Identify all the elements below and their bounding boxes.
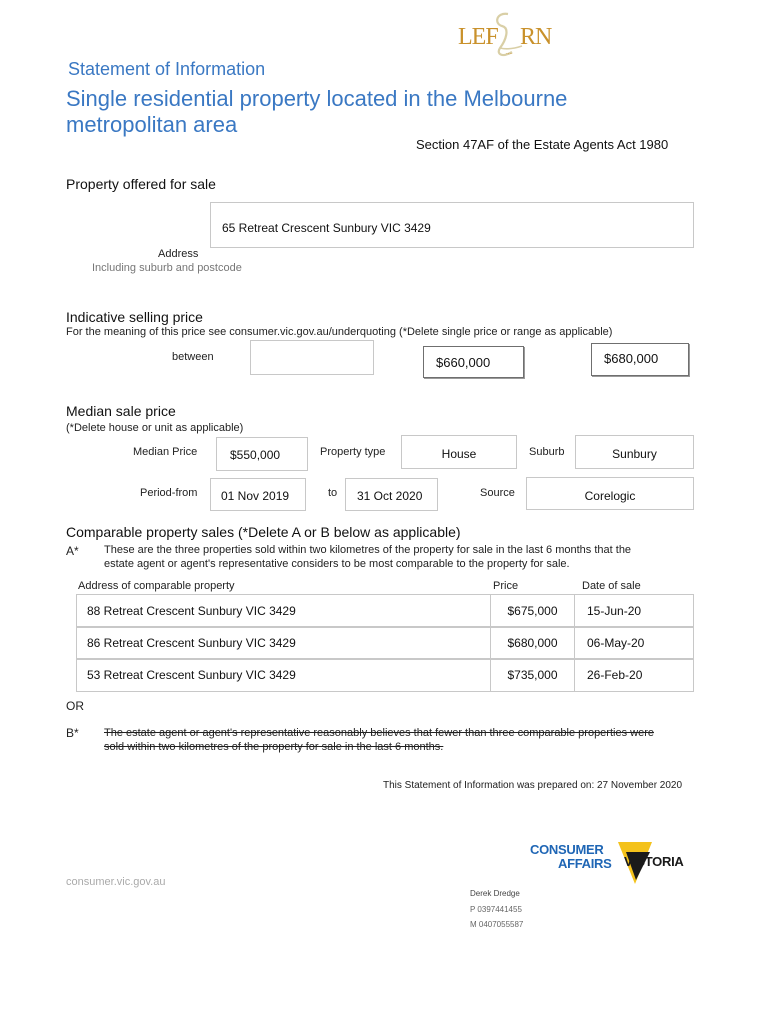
address-sublabel: Including suburb and postcode — [92, 262, 242, 274]
suburb-label: Suburb — [529, 446, 565, 458]
suburb-value: Sunbury — [612, 447, 657, 461]
comparable-address: 88 Retreat Crescent Sunbury VIC 3429 — [87, 604, 296, 618]
indicative-note: For the meaning of this price see consumer.vic.gov.au/underquoting (*Delete single price or range as applicable) — [66, 326, 613, 338]
period-to-value: 31 Oct 2020 — [357, 489, 423, 503]
statement-title: Statement of Information — [68, 59, 266, 79]
comparable-price: $680,000 — [507, 636, 558, 650]
company-logo — [456, 10, 556, 60]
source-value: Corelogic — [584, 489, 636, 503]
option-b-text-line2: sold within two kilometres of the property for sale in the last 6 months. — [104, 741, 444, 753]
option-a-marker: A* — [66, 544, 79, 558]
comparable-heading: Comparable property sales (*Delete A or B below as applicable) — [66, 524, 461, 540]
logo-small-text: .... — [506, 50, 513, 56]
consumer-affairs-victoria-logo — [530, 840, 696, 886]
footer-website: consumer.vic.gov.au — [66, 876, 166, 888]
median-price-field[interactable] — [216, 437, 308, 471]
comparable-price: $735,000 — [507, 668, 558, 682]
to-label: to — [328, 487, 338, 499]
agent-name: Derek Dredge — [470, 889, 520, 898]
median-price-label: Median Price — [133, 446, 198, 458]
price-high-field[interactable] — [591, 343, 689, 376]
comparable-date: 15-Jun-20 — [587, 604, 642, 618]
period-from-value: 01 Nov 2019 — [221, 489, 290, 503]
suburb-field[interactable] — [575, 435, 694, 469]
agent-phone: P 0397441455 — [470, 905, 522, 914]
act-reference: Section 47AF of the Estate Agents Act 1980 — [416, 137, 669, 152]
address-label: Address — [158, 248, 199, 260]
agent-mobile: M 0407055587 — [470, 920, 524, 929]
option-b-text-line1: The estate agent or agent's representative reasonably believes that fewer than three comparable properties were — [104, 727, 654, 739]
median-heading: Median sale price — [66, 403, 176, 419]
price-low-field[interactable] — [423, 346, 524, 378]
period-from-label: Period-from — [140, 487, 198, 499]
column-header-address: Address of comparable property — [78, 580, 235, 592]
price-low-value: $660,000 — [436, 355, 491, 370]
logo-text-right: RN — [520, 24, 552, 50]
comparable-date: 26-Feb-20 — [587, 668, 643, 682]
price-high-value: $680,000 — [604, 351, 659, 366]
indicative-heading: Indicative selling price — [66, 309, 203, 325]
property-type-label: Property type — [320, 446, 386, 458]
source-field[interactable] — [526, 477, 694, 510]
comparable-price: $675,000 — [507, 604, 558, 618]
address-field[interactable] — [210, 202, 694, 248]
table-row — [76, 658, 694, 692]
comparable-date: 06-May-20 — [587, 636, 645, 650]
property-type-field[interactable] — [401, 435, 517, 469]
cav-line1: CONSUMER — [530, 842, 604, 857]
prepared-date-statement: This Statement of Information was prepared on: 27 November 2020 — [383, 780, 683, 791]
table-row — [76, 626, 694, 660]
median-note: (*Delete house or unit as applicable) — [66, 422, 244, 434]
period-from-field[interactable] — [210, 478, 306, 511]
comparable-address: 86 Retreat Crescent Sunbury VIC 3429 — [87, 636, 296, 650]
main-title-line1: Single residential property located in the Melbourne — [66, 86, 568, 111]
between-label: between — [172, 351, 214, 363]
property-section-heading: Property offered for sale — [66, 176, 216, 192]
comparable-address: 53 Retreat Crescent Sunbury VIC 3429 — [87, 668, 296, 682]
column-header-date: Date of sale — [582, 580, 641, 592]
single-price-field[interactable] — [250, 340, 374, 375]
period-to-field[interactable] — [345, 478, 438, 511]
column-header-price: Price — [493, 580, 519, 592]
or-label: OR — [66, 699, 84, 713]
property-type-value: House — [441, 447, 477, 461]
cav-line2: AFFAIRS — [558, 856, 612, 871]
cav-victoria: VICTORIA — [624, 854, 684, 869]
main-title-line2: metropolitan area — [66, 112, 238, 137]
table-row — [76, 594, 694, 628]
median-price-value: $550,000 — [230, 448, 281, 462]
option-a-text-line1: These are the three properties sold within two kilometres of the property for sale in the last 6 months that the — [104, 544, 632, 556]
address-value: 65 Retreat Crescent Sunbury VIC 3429 — [222, 221, 431, 235]
option-b-marker: B* — [66, 726, 79, 740]
option-a-text-line2: estate agent or agent's representative considers to be most comparable to the property for sale. — [104, 558, 570, 570]
logo-text-left: LEF — [458, 24, 498, 50]
source-label: Source — [480, 487, 515, 499]
